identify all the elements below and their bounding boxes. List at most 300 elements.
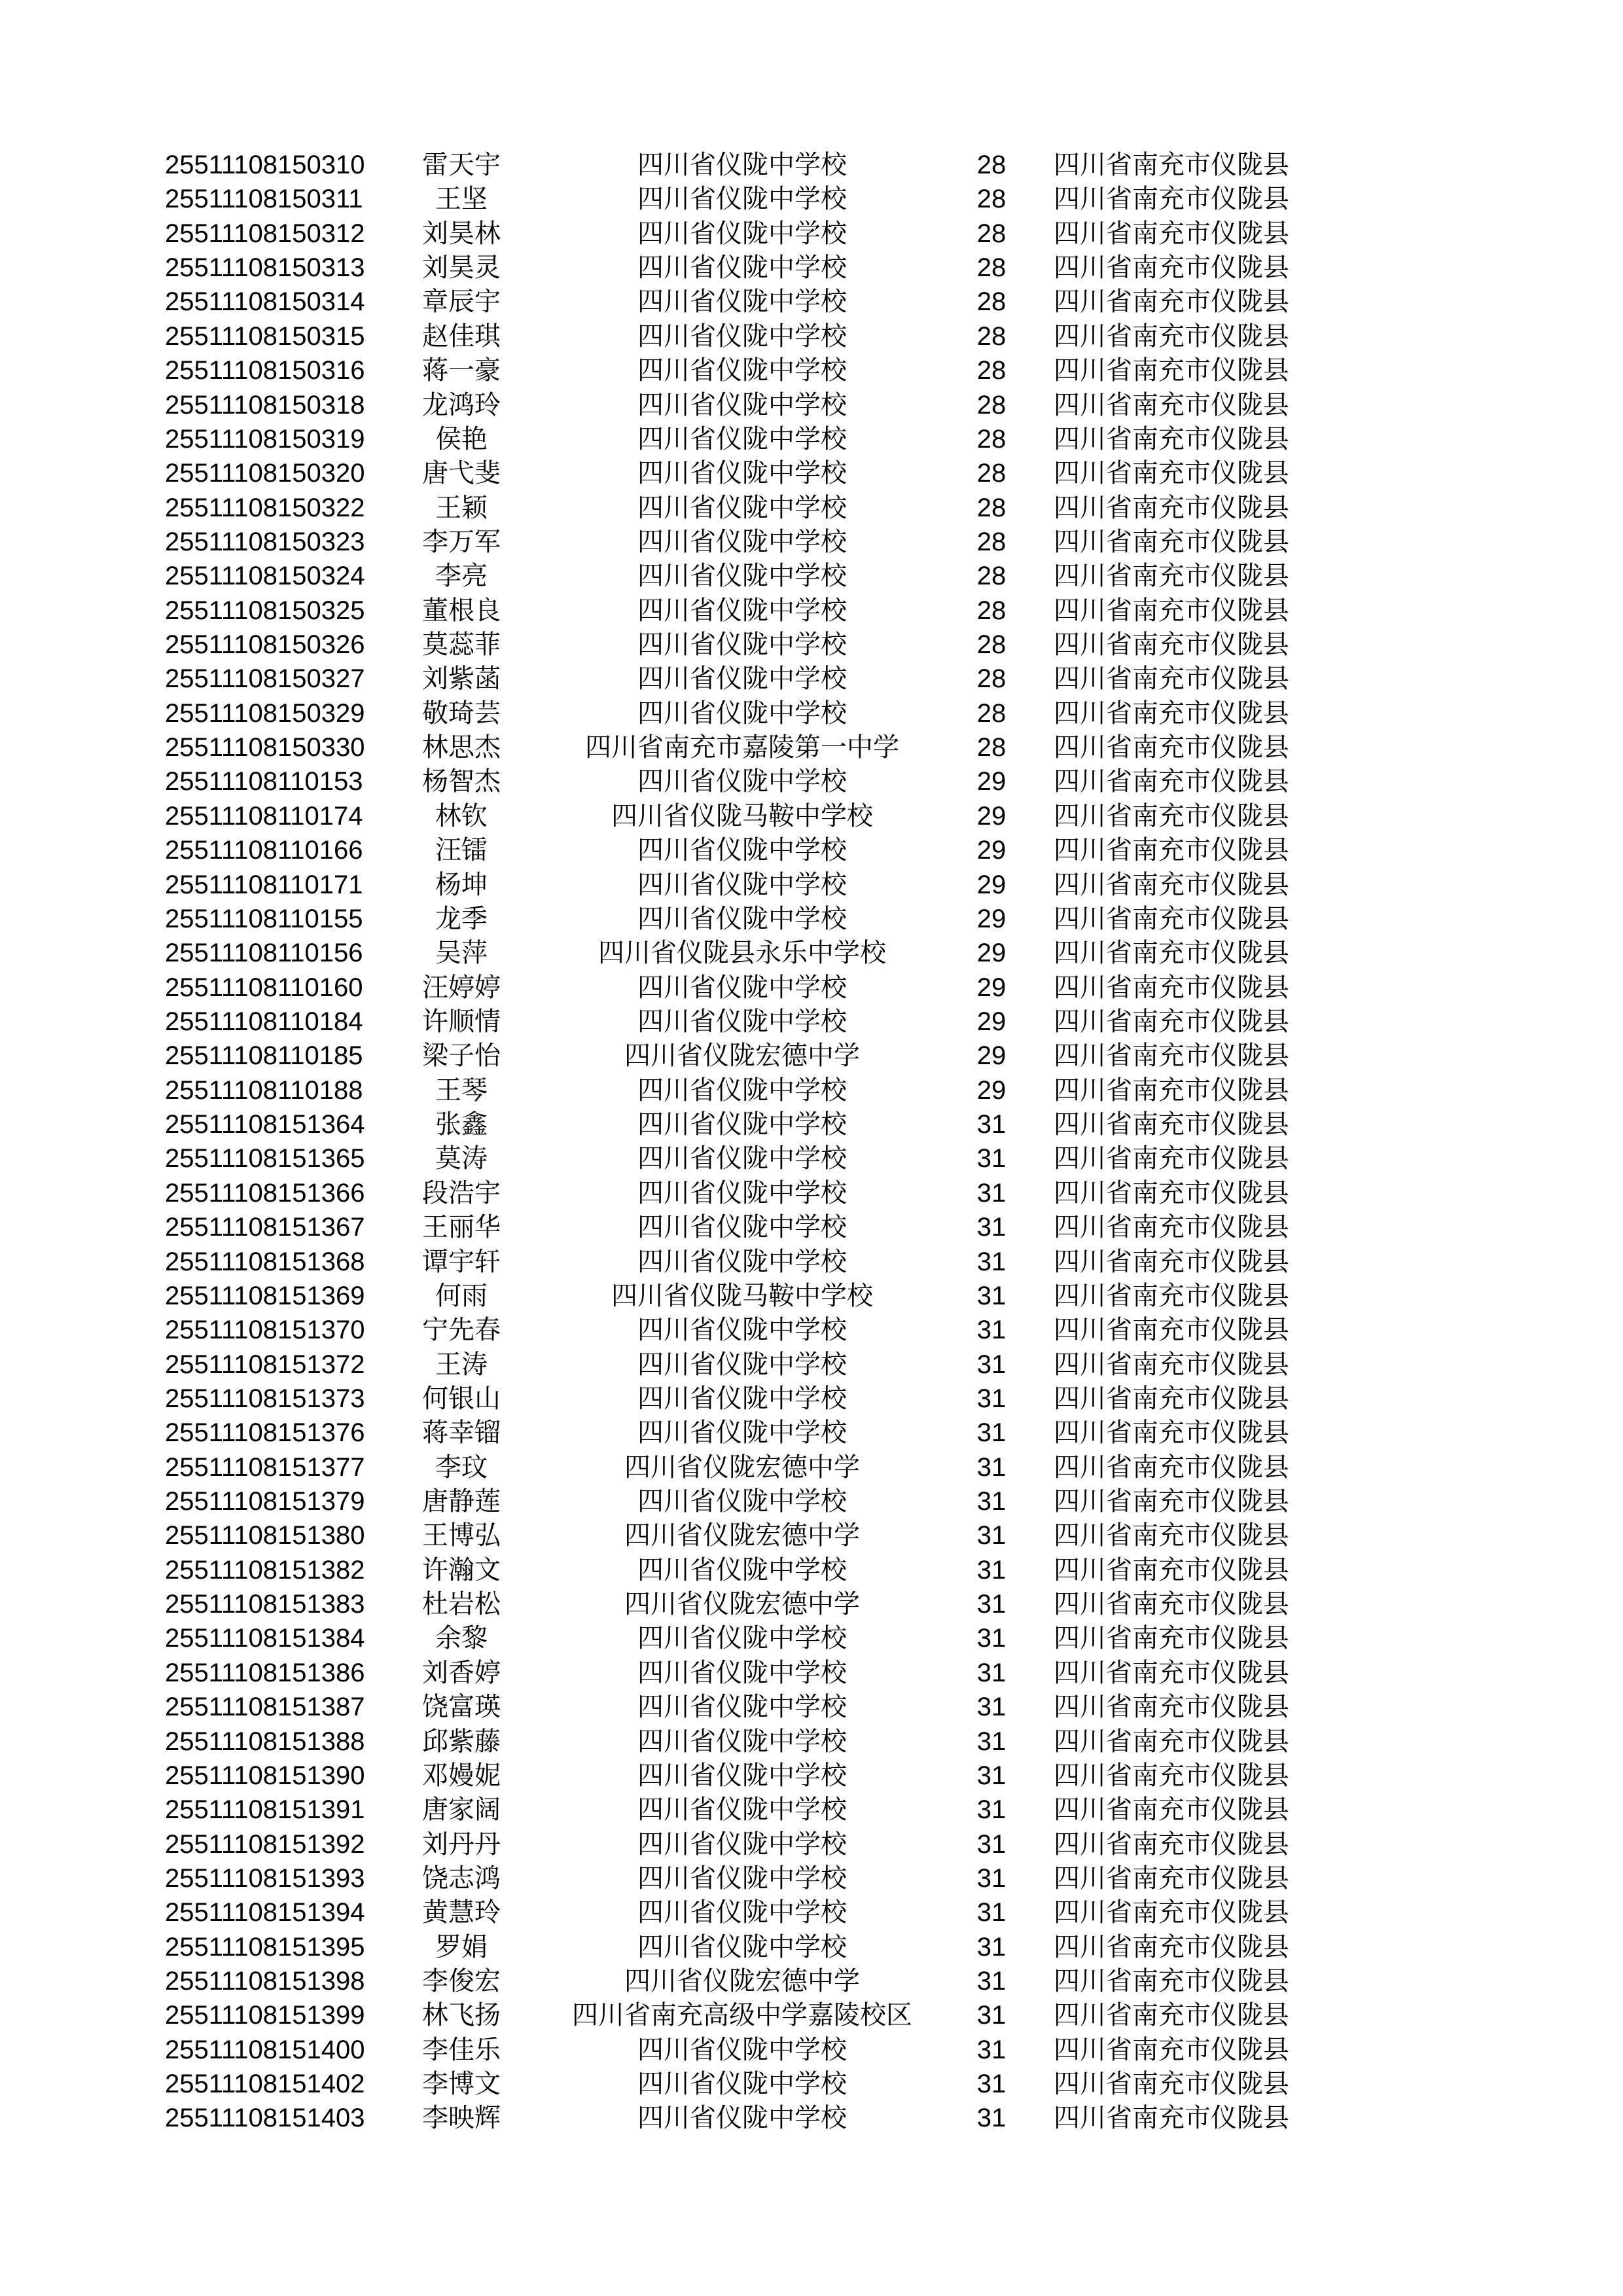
student-name: 莫涛 [435, 1144, 488, 1174]
region-name: 四川省南充市仪陇县 [1054, 1932, 1289, 1962]
region-name: 四川省南充市仪陇县 [1054, 1521, 1289, 1551]
school-name: 四川省仪陇中学校 [637, 424, 847, 454]
group-number: 29 [976, 1041, 1007, 1071]
region-name: 四川省南充市仪陇县 [1054, 1693, 1289, 1722]
group-number: 31 [976, 1727, 1007, 1756]
group-number: 31 [976, 1693, 1007, 1722]
student-name: 龙鸿玲 [422, 390, 501, 420]
group-number: 28 [976, 356, 1007, 386]
student-name: 林飞扬 [422, 2001, 501, 2030]
group-number: 29 [976, 1075, 1007, 1105]
group-number: 28 [976, 253, 1007, 283]
student-name: 邱紫藤 [422, 1727, 501, 1756]
region-name: 四川省南充市仪陇县 [1054, 1384, 1289, 1413]
school-name: 四川省南充市嘉陵第一中学 [585, 733, 899, 762]
region-name: 四川省南充市仪陇县 [1054, 801, 1289, 831]
group-number: 29 [976, 939, 1007, 968]
school-name: 四川省仪陇中学校 [637, 664, 847, 694]
group-number: 28 [976, 459, 1007, 488]
region-name: 四川省南充市仪陇县 [1054, 1967, 1289, 1996]
student-name: 许瀚文 [422, 1555, 501, 1585]
student-name: 李玟 [435, 1452, 488, 1482]
student-name: 莫蕊菲 [422, 630, 501, 660]
region-name: 四川省南充市仪陇县 [1054, 2001, 1289, 2030]
student-name: 唐静莲 [422, 1487, 501, 1516]
school-name: 四川省仪陇中学校 [637, 1075, 847, 1105]
table-row [0, 1690, 1623, 1724]
table-row [0, 594, 1623, 628]
group-number: 31 [976, 1452, 1007, 1482]
table-row [0, 1553, 1623, 1587]
roster-table [0, 148, 1623, 2136]
student-name: 刘昊灵 [422, 253, 501, 283]
region-name: 四川省南充市仪陇县 [1054, 1555, 1289, 1585]
school-name: 四川省仪陇中学校 [637, 253, 847, 283]
group-number: 31 [976, 1658, 1007, 1687]
school-name: 四川省仪陇中学校 [637, 459, 847, 488]
group-number: 31 [976, 1384, 1007, 1413]
group-number: 31 [976, 2035, 1007, 2064]
group-number: 28 [976, 321, 1007, 351]
school-name: 四川省仪陇中学校 [637, 1624, 847, 1653]
candidate-id: 25511108151366 [165, 1178, 365, 1208]
region-name: 四川省南充市仪陇县 [1054, 664, 1289, 694]
table-row [0, 1279, 1623, 1313]
table-row [0, 1313, 1623, 1347]
table-row [0, 2033, 1623, 2067]
table-row [0, 1861, 1623, 1895]
group-number: 31 [976, 1829, 1007, 1859]
student-name: 杜岩松 [422, 1590, 501, 1619]
school-name: 四川省仪陇中学校 [637, 2070, 847, 2099]
table-row [0, 251, 1623, 285]
table-row [0, 182, 1623, 216]
table-row [0, 1827, 1623, 1861]
group-number: 31 [976, 1624, 1007, 1653]
student-name: 王博弘 [422, 1521, 501, 1551]
candidate-id: 25511108150330 [165, 733, 365, 762]
region-name: 四川省南充市仪陇县 [1054, 1316, 1289, 1345]
student-name: 唐弋斐 [422, 459, 501, 488]
school-name: 四川省仪陇中学校 [637, 493, 847, 522]
table-row [0, 1107, 1623, 1141]
group-number: 31 [976, 1590, 1007, 1619]
table-row [0, 628, 1623, 662]
school-name: 四川省仪陇中学校 [637, 596, 847, 625]
student-name: 敬琦芸 [422, 698, 501, 728]
region-name: 四川省南充市仪陇县 [1054, 1350, 1289, 1379]
group-number: 28 [976, 733, 1007, 762]
candidate-id: 25511108151379 [165, 1487, 365, 1516]
candidate-id: 25511108151395 [165, 1932, 365, 1962]
group-number: 31 [976, 1178, 1007, 1208]
school-name: 四川省仪陇中学校 [637, 904, 847, 933]
student-name: 刘紫菡 [422, 664, 501, 694]
school-name: 四川省仪陇中学校 [637, 1829, 847, 1859]
candidate-id: 25511108151387 [165, 1693, 365, 1722]
region-name: 四川省南充市仪陇县 [1054, 356, 1289, 386]
school-name: 四川省仪陇中学校 [637, 562, 847, 591]
table-row [0, 422, 1623, 456]
region-name: 四川省南充市仪陇县 [1054, 596, 1289, 625]
candidate-id: 25511108151392 [165, 1829, 365, 1859]
school-name: 四川省仪陇县永乐中学校 [598, 939, 886, 968]
school-name: 四川省仪陇中学校 [637, 1932, 847, 1962]
region-name: 四川省南充市仪陇县 [1054, 2070, 1289, 2099]
group-number: 31 [976, 1418, 1007, 1448]
region-name: 四川省南充市仪陇县 [1054, 151, 1289, 179]
group-number: 31 [976, 1863, 1007, 1893]
student-name: 吴萍 [435, 939, 488, 968]
region-name: 四川省南充市仪陇县 [1054, 1178, 1289, 1208]
student-name: 林钦 [435, 801, 488, 831]
region-name: 四川省南充市仪陇县 [1054, 767, 1289, 797]
group-number: 28 [976, 664, 1007, 694]
candidate-id: 25511108151373 [165, 1384, 365, 1413]
region-name: 四川省南充市仪陇县 [1054, 493, 1289, 522]
group-number: 31 [976, 1487, 1007, 1516]
table-row [0, 1245, 1623, 1279]
table-row [0, 285, 1623, 319]
group-number: 31 [976, 1281, 1007, 1310]
school-name: 四川省仪陇中学校 [637, 767, 847, 797]
candidate-id: 25511108151394 [165, 1898, 365, 1928]
table-row [0, 491, 1623, 525]
table-row [0, 730, 1623, 764]
candidate-id: 25511108151370 [165, 1316, 365, 1345]
region-name: 四川省南充市仪陇县 [1054, 1144, 1289, 1174]
region-name: 四川省南充市仪陇县 [1054, 1007, 1289, 1036]
school-name: 四川省仪陇中学校 [637, 527, 847, 556]
region-name: 四川省南充市仪陇县 [1054, 253, 1289, 283]
school-name: 四川省仪陇中学校 [637, 1144, 847, 1174]
table-row [0, 525, 1623, 559]
candidate-id: 25511108150327 [165, 664, 365, 694]
table-row [0, 217, 1623, 251]
school-name: 四川省仪陇马鞍中学校 [611, 801, 873, 831]
student-name: 龙季 [435, 904, 488, 933]
group-number: 31 [976, 1213, 1007, 1242]
region-name: 四川省南充市仪陇县 [1054, 2104, 1289, 2133]
candidate-id: 25511108110174 [165, 801, 363, 831]
region-name: 四川省南充市仪陇县 [1054, 185, 1289, 214]
group-number: 31 [976, 1795, 1007, 1825]
school-name: 四川省仪陇中学校 [637, 1350, 847, 1379]
student-name: 何银山 [422, 1384, 501, 1413]
school-name: 四川省仪陇中学校 [637, 287, 847, 317]
table-row [0, 799, 1623, 833]
group-number: 31 [976, 1932, 1007, 1962]
school-name: 四川省仪陇中学校 [637, 219, 847, 248]
student-name: 王颖 [435, 493, 488, 522]
candidate-id: 25511108151365 [165, 1144, 365, 1174]
school-name: 四川省仪陇马鞍中学校 [611, 1281, 873, 1310]
student-name: 章辰宇 [422, 287, 501, 317]
student-name: 何雨 [435, 1281, 488, 1310]
school-name: 四川省仪陇中学校 [637, 1316, 847, 1345]
candidate-id: 25511108110185 [165, 1041, 363, 1071]
region-name: 四川省南充市仪陇县 [1054, 1281, 1289, 1310]
student-name: 汪婷婷 [422, 973, 501, 1002]
table-row [0, 1450, 1623, 1484]
student-name: 李俊宏 [422, 1967, 501, 1996]
group-number: 31 [976, 1761, 1007, 1790]
group-number: 28 [976, 493, 1007, 522]
candidate-id: 25511108151402 [165, 2070, 365, 2099]
table-row [0, 1793, 1623, 1827]
school-name: 四川省仪陇中学校 [637, 1863, 847, 1893]
table-row [0, 1964, 1623, 1998]
school-name: 四川省仪陇中学校 [637, 2035, 847, 2064]
table-row [0, 971, 1623, 1005]
student-name: 余黎 [435, 1624, 488, 1653]
table-row [0, 1895, 1623, 1929]
table-row [0, 902, 1623, 936]
candidate-id: 25511108151400 [165, 2035, 365, 2064]
region-name: 四川省南充市仪陇县 [1054, 630, 1289, 660]
candidate-id: 25511108150312 [165, 219, 365, 248]
region-name: 四川省南充市仪陇县 [1054, 562, 1289, 591]
candidate-id: 25511108151384 [165, 1624, 365, 1653]
student-name: 雷天宇 [422, 151, 501, 179]
candidate-id: 25511108151383 [165, 1590, 365, 1619]
candidate-id: 25511108110156 [165, 939, 363, 968]
table-row [0, 2067, 1623, 2101]
table-row [0, 1759, 1623, 1793]
region-name: 四川省南充市仪陇县 [1054, 1110, 1289, 1139]
region-name: 四川省南充市仪陇县 [1054, 1041, 1289, 1071]
school-name: 四川省仪陇中学校 [637, 870, 847, 899]
school-name: 四川省仪陇中学校 [637, 1247, 847, 1276]
group-number: 31 [976, 1555, 1007, 1585]
table-row [0, 1210, 1623, 1244]
group-number: 28 [976, 287, 1007, 317]
group-number: 31 [976, 1521, 1007, 1551]
region-name: 四川省南充市仪陇县 [1054, 1624, 1289, 1653]
region-name: 四川省南充市仪陇县 [1054, 733, 1289, 762]
school-name: 四川省仪陇中学校 [637, 836, 847, 865]
table-row [0, 1484, 1623, 1518]
student-name: 刘昊林 [422, 219, 501, 248]
table-row [0, 1348, 1623, 1382]
group-number: 31 [976, 1316, 1007, 1345]
region-name: 四川省南充市仪陇县 [1054, 1075, 1289, 1105]
student-name: 侯艳 [435, 424, 488, 454]
group-number: 31 [976, 1967, 1007, 1996]
group-number: 28 [976, 151, 1007, 179]
school-name: 四川省仪陇中学校 [637, 151, 847, 179]
region-name: 四川省南充市仪陇县 [1054, 870, 1289, 899]
candidate-id: 25511108110155 [165, 904, 363, 933]
candidate-id: 25511108150324 [165, 562, 365, 591]
candidate-id: 25511108151368 [165, 1247, 365, 1276]
school-name: 四川省仪陇宏德中学 [624, 1041, 860, 1071]
table-row [0, 1621, 1623, 1655]
student-name: 赵佳琪 [422, 321, 501, 351]
region-name: 四川省南充市仪陇县 [1054, 939, 1289, 968]
candidate-id: 25511108151376 [165, 1418, 365, 1448]
region-name: 四川省南充市仪陇县 [1054, 1727, 1289, 1756]
student-name: 段浩宇 [422, 1178, 501, 1208]
candidate-id: 25511108110160 [165, 973, 363, 1002]
region-name: 四川省南充市仪陇县 [1054, 973, 1289, 1002]
candidate-id: 25511108110171 [165, 870, 363, 899]
candidate-id: 25511108150320 [165, 459, 365, 488]
group-number: 28 [976, 698, 1007, 728]
student-name: 蒋一豪 [422, 356, 501, 386]
table-row [0, 1039, 1623, 1073]
group-number: 28 [976, 562, 1007, 591]
group-number: 29 [976, 973, 1007, 1002]
student-name: 汪镭 [435, 836, 488, 865]
student-name: 谭宇轩 [422, 1247, 501, 1276]
candidate-id: 25511108151382 [165, 1555, 365, 1585]
table-row [0, 1073, 1623, 1107]
table-row [0, 1725, 1623, 1759]
candidate-id: 25511108150318 [165, 390, 365, 420]
school-name: 四川省仪陇中学校 [637, 1418, 847, 1448]
candidate-id: 25511108151399 [165, 2001, 365, 2030]
region-name: 四川省南充市仪陇县 [1054, 1658, 1289, 1687]
region-name: 四川省南充市仪陇县 [1054, 1795, 1289, 1825]
student-name: 李博文 [422, 2070, 501, 2099]
region-name: 四川省南充市仪陇县 [1054, 459, 1289, 488]
group-number: 29 [976, 836, 1007, 865]
table-row [0, 388, 1623, 422]
student-name: 李万军 [422, 527, 501, 556]
student-name: 王涛 [435, 1350, 488, 1379]
table-row [0, 1416, 1623, 1450]
student-name: 杨坤 [435, 870, 488, 899]
region-name: 四川省南充市仪陇县 [1054, 287, 1289, 317]
candidate-id: 25511108110166 [165, 836, 363, 865]
group-number: 31 [976, 2070, 1007, 2099]
group-number: 31 [976, 1247, 1007, 1276]
school-name: 四川省仪陇中学校 [637, 1795, 847, 1825]
candidate-id: 25511108150322 [165, 493, 365, 522]
candidate-id: 25511108150310 [165, 151, 365, 179]
school-name: 四川省仪陇中学校 [637, 1007, 847, 1036]
school-name: 四川省仪陇中学校 [637, 1658, 847, 1687]
school-name: 四川省仪陇宏德中学 [624, 1590, 860, 1619]
table-row [0, 1587, 1623, 1621]
school-name: 四川省仪陇宏德中学 [624, 1967, 860, 1996]
region-name: 四川省南充市仪陇县 [1054, 390, 1289, 420]
school-name: 四川省仪陇中学校 [637, 1727, 847, 1756]
group-number: 29 [976, 767, 1007, 797]
school-name: 四川省仪陇中学校 [637, 1693, 847, 1722]
school-name: 四川省仪陇中学校 [637, 1384, 847, 1413]
candidate-id: 25511108150319 [165, 424, 365, 454]
region-name: 四川省南充市仪陇县 [1054, 321, 1289, 351]
school-name: 四川省仪陇中学校 [637, 356, 847, 386]
school-name: 四川省仪陇中学校 [637, 321, 847, 351]
school-name: 四川省南充高级中学嘉陵校区 [572, 2001, 912, 2030]
candidate-id: 25511108151398 [165, 1967, 365, 1996]
student-name: 张鑫 [435, 1110, 488, 1139]
group-number: 28 [976, 185, 1007, 214]
student-name: 邓嫚妮 [422, 1761, 501, 1790]
region-name: 四川省南充市仪陇县 [1054, 2035, 1289, 2064]
candidate-id: 25511108110153 [165, 767, 363, 797]
region-name: 四川省南充市仪陇县 [1054, 1487, 1289, 1516]
table-row [0, 559, 1623, 593]
table-row [0, 1005, 1623, 1039]
candidate-id: 25511108151388 [165, 1727, 365, 1756]
region-name: 四川省南充市仪陇县 [1054, 904, 1289, 933]
student-name: 黄慧玲 [422, 1898, 501, 1928]
region-name: 四川省南充市仪陇县 [1054, 1829, 1289, 1859]
group-number: 29 [976, 1007, 1007, 1036]
student-name: 刘丹丹 [422, 1829, 501, 1859]
table-row [0, 1998, 1623, 2032]
student-name: 李亮 [435, 562, 488, 591]
candidate-id: 25511108151364 [165, 1110, 365, 1139]
candidate-id: 25511108150313 [165, 253, 365, 283]
group-number: 31 [976, 2001, 1007, 2030]
candidate-id: 25511108151372 [165, 1350, 365, 1379]
candidate-id: 25511108151391 [165, 1795, 365, 1825]
region-name: 四川省南充市仪陇县 [1054, 836, 1289, 865]
school-name: 四川省仪陇中学校 [637, 1761, 847, 1790]
school-name: 四川省仪陇中学校 [637, 185, 847, 214]
table-row [0, 2101, 1623, 2135]
school-name: 四川省仪陇宏德中学 [624, 1521, 860, 1551]
student-name: 王琴 [435, 1075, 488, 1105]
table-row [0, 936, 1623, 970]
student-name: 杨智杰 [422, 767, 501, 797]
table-row [0, 148, 1623, 182]
student-name: 李映辉 [422, 2104, 501, 2133]
region-name: 四川省南充市仪陇县 [1054, 1452, 1289, 1482]
student-name: 饶富瑛 [422, 1693, 501, 1722]
candidate-id: 25511108151386 [165, 1658, 365, 1687]
table-row [0, 696, 1623, 730]
candidate-id: 25511108151393 [165, 1863, 365, 1893]
region-name: 四川省南充市仪陇县 [1054, 1863, 1289, 1893]
school-name: 四川省仪陇中学校 [637, 1110, 847, 1139]
school-name: 四川省仪陇中学校 [637, 2104, 847, 2133]
candidate-id: 25511108150323 [165, 527, 365, 556]
candidate-id: 25511108150325 [165, 596, 365, 625]
candidate-id: 25511108151390 [165, 1761, 365, 1790]
school-name: 四川省仪陇中学校 [637, 1487, 847, 1516]
student-name: 王坚 [435, 185, 488, 214]
candidate-id: 25511108110188 [165, 1075, 363, 1105]
student-name: 宁先春 [422, 1316, 501, 1345]
table-row [0, 662, 1623, 696]
table-row [0, 833, 1623, 867]
candidate-id: 25511108151369 [165, 1281, 365, 1310]
group-number: 29 [976, 904, 1007, 933]
student-name: 蒋幸镏 [422, 1418, 501, 1448]
region-name: 四川省南充市仪陇县 [1054, 219, 1289, 248]
student-name: 王丽华 [422, 1213, 501, 1242]
group-number: 31 [976, 1144, 1007, 1174]
student-name: 林思杰 [422, 733, 501, 762]
school-name: 四川省仪陇中学校 [637, 630, 847, 660]
group-number: 29 [976, 801, 1007, 831]
table-row [0, 868, 1623, 902]
candidate-id: 25511108151403 [165, 2104, 365, 2133]
candidate-id: 25511108150314 [165, 287, 365, 317]
candidate-id: 25511108150316 [165, 356, 365, 386]
student-name: 罗娟 [435, 1932, 488, 1962]
candidate-id: 25511108151377 [165, 1452, 365, 1482]
group-number: 28 [976, 630, 1007, 660]
group-number: 28 [976, 424, 1007, 454]
student-name: 唐家阔 [422, 1795, 501, 1825]
